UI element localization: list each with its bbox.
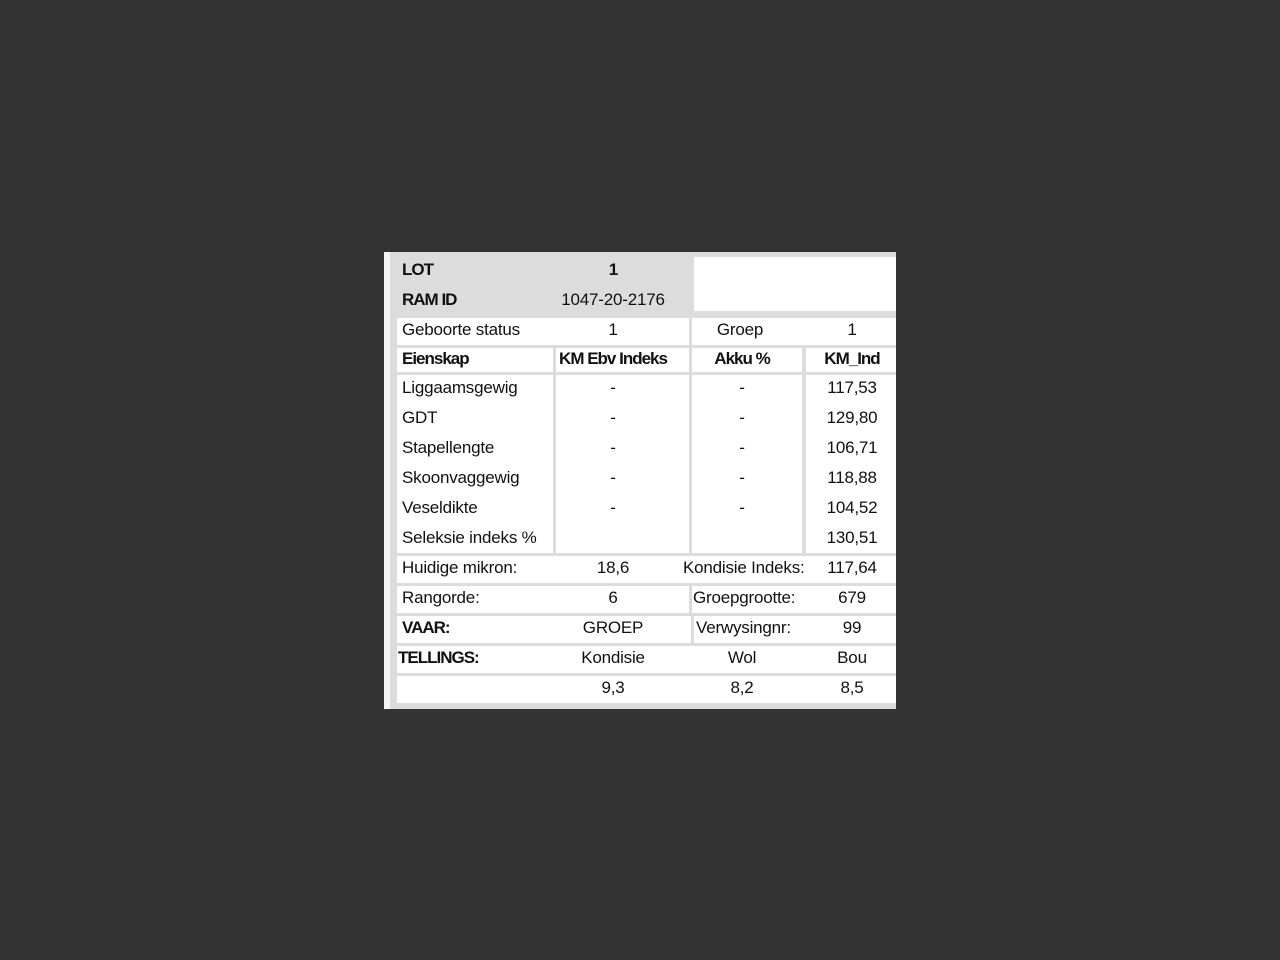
table-row-trait: Seleksie indeks % [402, 528, 537, 547]
table-row-trait: Stapellengte [402, 438, 495, 457]
sire-value: GROEP [582, 618, 644, 637]
lot-label: LOT [402, 260, 433, 279]
score-value-wol: 8,2 [730, 678, 754, 697]
score-header-wol: Wol [727, 648, 757, 667]
scores-values-row [397, 676, 896, 703]
score-header-bou: Bou [837, 648, 867, 667]
table-row-trait: GDT [402, 408, 438, 427]
table-row-trait: Liggaamsgewig [402, 378, 518, 397]
table-col-trait [397, 375, 553, 553]
reference-label: Verwysingnr: [696, 618, 791, 637]
header-blank-box [694, 257, 896, 311]
table-row-km-ind: 118,88 [827, 468, 877, 487]
table-row-trait: Skoonvaggewig [402, 468, 520, 487]
col-header-km-ind: KM_Ind [824, 349, 880, 368]
table-row-akku: - [739, 438, 745, 457]
reference-value: 99 [842, 618, 862, 637]
micron-value: 18,6 [596, 558, 630, 577]
col-header-trait: Eienskap [402, 349, 469, 368]
left-margin-strip [384, 252, 390, 709]
table-row-ebv: - [610, 378, 616, 397]
table-row-km-ind: 104,52 [826, 498, 878, 517]
table-row-akku: - [739, 498, 745, 517]
rank-label: Rangorde: [402, 588, 480, 607]
group-value: 1 [847, 320, 857, 339]
col-header-ebv: KM Ebv Indeks [559, 349, 667, 368]
table-row-akku: - [739, 378, 745, 397]
table-col-km-ind [806, 375, 896, 553]
condition-index-value: 117,64 [827, 558, 877, 577]
table-row-akku: - [739, 468, 745, 487]
table-row-trait: Veseldikte [402, 498, 478, 517]
score-value-bou: 8,5 [840, 678, 864, 697]
micron-label: Huidige mikron: [402, 558, 518, 577]
table-row-akku: - [739, 408, 745, 427]
ram-report-sheet [384, 252, 896, 709]
table-row-ebv: - [610, 408, 616, 427]
scores-label: TELLINGS: [398, 648, 479, 667]
score-header-kondisie: Kondisie [581, 648, 645, 667]
ram-id-label: RAM ID [402, 290, 457, 309]
score-value-kondisie: 9,3 [601, 678, 625, 697]
group-size-value: 679 [838, 588, 866, 607]
col-header-akku: Akku % [714, 349, 770, 368]
birth-status-label: Geboorte status [402, 320, 520, 339]
condition-index-label: Kondisie Indeks: [683, 558, 805, 577]
lot-value: 1 [608, 260, 618, 279]
rank-value: 6 [608, 588, 618, 607]
sire-label: VAAR: [402, 618, 450, 637]
table-row-ebv: - [610, 498, 616, 517]
table-col-akku [692, 375, 802, 553]
table-row-km-ind: 129,80 [826, 408, 878, 427]
table-row-km-ind: 117,53 [827, 378, 877, 397]
table-row-km-ind: 106,71 [826, 438, 878, 457]
birth-status-value: 1 [608, 320, 618, 339]
group-label: Groep [716, 320, 764, 339]
table-row-ebv: - [610, 438, 616, 457]
ram-id-value: 1047-20-2176 [561, 290, 665, 309]
table-row-km-ind: 130,51 [826, 528, 878, 547]
group-size-label: Groepgrootte: [693, 588, 796, 607]
table-col-ebv [556, 375, 689, 553]
table-row-ebv: - [610, 468, 616, 487]
